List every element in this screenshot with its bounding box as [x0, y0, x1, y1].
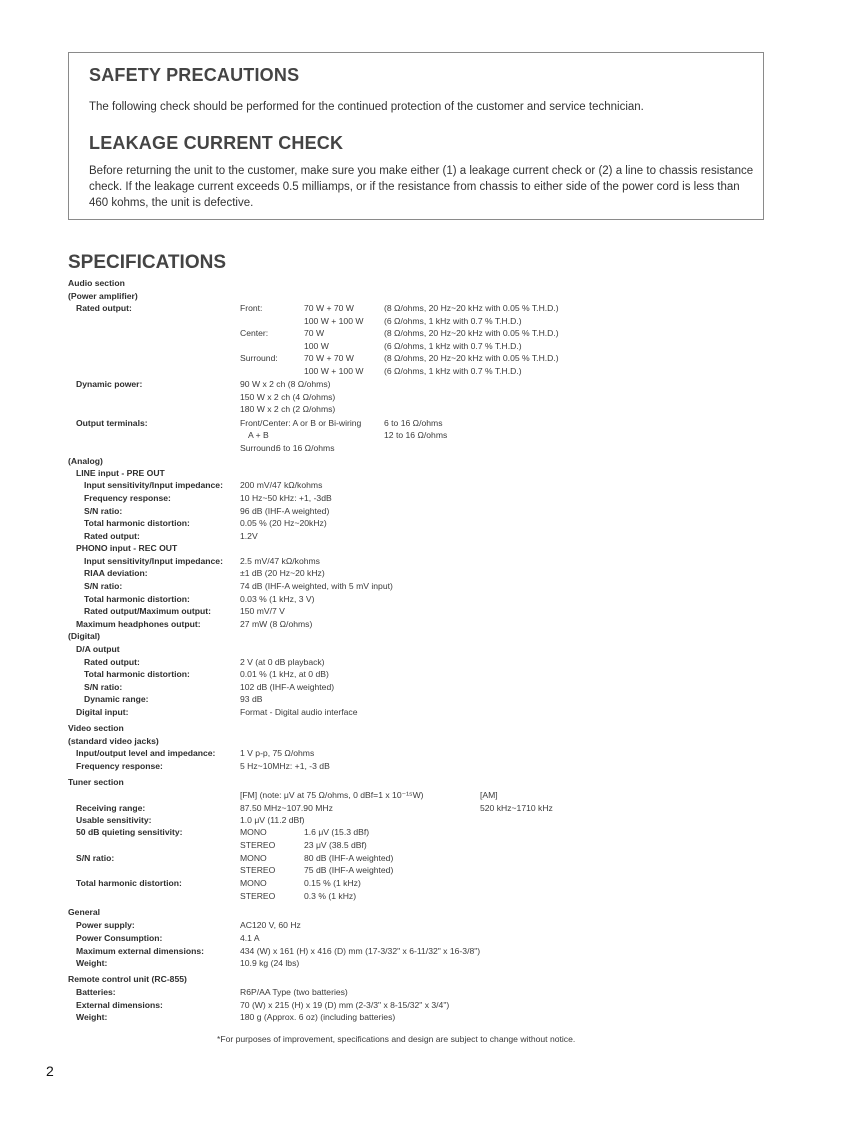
spec-label: Power Consumption:: [76, 933, 163, 943]
spec-value: MONO: [240, 827, 267, 837]
spec-label: (Analog): [68, 456, 103, 466]
spec-value: 70 W + 70 W: [304, 353, 354, 363]
spec-value: 80 dB (IHF-A weighted): [304, 853, 394, 863]
spec-label: S/N ratio:: [84, 682, 123, 692]
spec-value: 93 dB: [240, 694, 263, 704]
spec-value: Front/Center: A or B or Bi-wiring: [240, 418, 362, 428]
spec-value: (8 Ω/ohms, 20 Hz~20 kHz with 0.05 % T.H.D.): [384, 353, 559, 363]
spec-value: (6 Ω/ohms, 1 kHz with 0.7 % T.H.D.): [384, 316, 522, 326]
spec-label: Maximum external dimensions:: [76, 946, 204, 956]
spec-value: 100 W + 100 W: [304, 316, 364, 326]
spec-label: External dimensions:: [76, 1000, 163, 1010]
spec-label: Total harmonic distortion:: [84, 669, 190, 679]
spec-label: Video section: [68, 723, 124, 733]
spec-value: 180 W x 2 ch (2 Ω/ohms): [240, 404, 336, 414]
spec-value: 1.6 μV (15.3 dBf): [304, 827, 370, 837]
spec-value: 70 W + 70 W: [304, 303, 354, 313]
spec-label: Input/output level and impedance:: [76, 748, 216, 758]
spec-value: 27 mW (8 Ω/ohms): [240, 619, 313, 629]
spec-value: 0.03 % (1 kHz, 3 V): [240, 594, 315, 604]
spec-value: (8 Ω/ohms, 20 Hz~20 kHz with 0.05 % T.H.D.): [384, 328, 559, 338]
leakage-title: LEAKAGE CURRENT CHECK: [89, 133, 344, 153]
safety-title: SAFETY PRECAUTIONS: [89, 65, 300, 85]
spec-value: 102 dB (IHF-A weighted): [240, 682, 335, 692]
spec-label: Audio section: [68, 278, 125, 288]
spec-value: 2 V (at 0 dB playback): [240, 657, 325, 667]
leakage-text: Before returning the unit to the customer, make sure you make either (1) a leakage current check or (2) a line to chassis resistance check. If the leakage current exceeds 0.5 milliamps, or if the resistance from chassis to either side of the power cord is less than 460 kohms, the unit is defective.: [89, 165, 754, 209]
spec-label: LINE input - PRE OUT: [76, 468, 165, 478]
spec-label: Receiving range:: [76, 803, 146, 813]
spec-value: 4.1 A: [240, 933, 260, 943]
spec-label: General: [68, 907, 101, 917]
footnote: *For purposes of improvement, specifications and design are subject to change without notice.: [217, 1034, 576, 1044]
safety-box: [68, 52, 764, 220]
spec-value: MONO: [240, 878, 267, 888]
spec-value: 150 mV/7 V: [240, 606, 285, 616]
spec-value: 100 W + 100 W: [304, 366, 364, 376]
spec-value: 150 W x 2 ch (4 Ω/ohms): [240, 392, 336, 402]
page-number: 2: [46, 1063, 54, 1079]
specifications-title: SPECIFICATIONS: [68, 252, 226, 273]
spec-label: Power supply:: [76, 920, 135, 930]
spec-value: (8 Ω/ohms, 20 Hz~20 kHz with 0.05 % T.H.D.): [384, 303, 559, 313]
spec-label: (standard video jacks): [68, 736, 159, 746]
spec-value: Center:: [240, 328, 269, 338]
spec-label: RIAA deviation:: [84, 568, 148, 578]
spec-value: 74 dB (IHF-A weighted, with 5 mV input): [240, 581, 393, 591]
spec-value: MONO: [240, 853, 267, 863]
spec-label: S/N ratio:: [76, 853, 115, 863]
spec-value: STEREO: [240, 840, 276, 850]
spec-value: 90 W x 2 ch (8 Ω/ohms): [240, 379, 331, 389]
spec-label: Batteries:: [76, 987, 116, 997]
spec-value: 70 (W) x 215 (H) x 19 (D) mm (2-3/3" x 8-15/32" x 3/4"): [240, 1000, 450, 1010]
spec-value: 0.01 % (1 kHz, at 0 dB): [240, 669, 329, 679]
spec-value: Surround:: [240, 443, 278, 453]
spec-label: Input sensitivity/Input impedance:: [84, 556, 223, 566]
spec-value: STEREO: [240, 891, 276, 901]
spec-value: Surround:: [240, 353, 278, 363]
spec-value: 1 V p-p, 75 Ω/ohms: [240, 748, 315, 758]
spec-value: ±1 dB (20 Hz~20 kHz): [240, 568, 325, 578]
spec-value: 200 mV/47 kΩ/kohms: [240, 480, 323, 490]
spec-value: Format - Digital audio interface: [240, 707, 358, 717]
spec-label: Frequency response:: [76, 761, 163, 771]
spec-value: STEREO: [240, 865, 276, 875]
spec-value: [FM] (note: μV at 75 Ω/ohms, 0 dBf=1 x 10⁻¹⁵W): [240, 790, 424, 800]
spec-label: Input sensitivity/Input impedance:: [84, 480, 223, 490]
spec-value: 434 (W) x 161 (H) x 416 (D) mm (17-3/32" x 6-11/32" x 16-3/8"): [240, 946, 481, 956]
spec-value: 6 to 16 Ω/ohms: [276, 443, 335, 453]
spec-label: (Power amplifier): [68, 291, 138, 301]
spec-value: A + B: [248, 430, 269, 440]
spec-label: Tuner section: [68, 777, 124, 787]
spec-value: 0.3 % (1 kHz): [304, 891, 357, 901]
spec-label: S/N ratio:: [84, 581, 123, 591]
spec-value: 10.9 kg (24 lbs): [240, 958, 300, 968]
spec-value: R6P/AA Type (two batteries): [240, 987, 348, 997]
spec-label: Frequency response:: [84, 493, 171, 503]
spec-value: 75 dB (IHF-A weighted): [304, 865, 394, 875]
spec-label: Rated output:: [84, 657, 140, 667]
spec-value: 0.05 % (20 Hz~20kHz): [240, 518, 327, 528]
spec-value: 96 dB (IHF-A weighted): [240, 506, 330, 516]
spec-value: [AM]: [480, 790, 498, 800]
spec-label: Weight:: [76, 1012, 108, 1022]
spec-value: AC120 V, 60 Hz: [240, 920, 301, 930]
spec-label: Remote control unit (RC-855): [68, 974, 187, 984]
spec-label: Dynamic power:: [76, 379, 143, 389]
spec-label: Total harmonic distortion:: [84, 518, 190, 528]
spec-value: 2.5 mV/47 kΩ/kohms: [240, 556, 320, 566]
spec-value: 10 Hz~50 kHz: +1, -3dB: [240, 493, 332, 503]
spec-value: 12 to 16 Ω/ohms: [384, 430, 448, 440]
spec-value: Front:: [240, 303, 263, 313]
spec-value: 520 kHz~1710 kHz: [480, 803, 553, 813]
spec-label: Rated output:: [76, 303, 132, 313]
spec-label: D/A output: [76, 644, 120, 654]
spec-label: 50 dB quieting sensitivity:: [76, 827, 183, 837]
spec-label: Digital input:: [76, 707, 129, 717]
spec-label: Usable sensitivity:: [76, 815, 152, 825]
spec-value: 23 μV (38.5 dBf): [304, 840, 367, 850]
spec-value: 1.0 μV (11.2 dBf): [240, 815, 305, 825]
spec-value: 5 Hz~10MHz: +1, -3 dB: [240, 761, 330, 771]
spec-label: Total harmonic distortion:: [84, 594, 190, 604]
spec-label: Rated output/Maximum output:: [84, 606, 211, 616]
spec-label: Rated output:: [84, 531, 140, 541]
spec-value: 180 g (Approx. 6 oz) (including batteries): [240, 1012, 396, 1022]
spec-label: (Digital): [68, 631, 100, 641]
spec-value: 6 to 16 Ω/ohms: [384, 418, 443, 428]
spec-label: Maximum headphones output:: [76, 619, 201, 629]
spec-value: 87.50 MHz~107.90 MHz: [240, 803, 333, 813]
spec-value: (6 Ω/ohms, 1 kHz with 0.7 % T.H.D.): [384, 341, 522, 351]
safety-text: The following check should be performed for the continued protection of the customer and service technician.: [89, 101, 644, 113]
spec-value: (6 Ω/ohms, 1 kHz with 0.7 % T.H.D.): [384, 366, 522, 376]
spec-value: 70 W: [304, 328, 325, 338]
spec-value: 1.2V: [240, 531, 258, 541]
spec-label: Total harmonic distortion:: [76, 878, 182, 888]
spec-label: Weight:: [76, 958, 108, 968]
spec-label: Output terminals:: [76, 418, 148, 428]
spec-value: 0.15 % (1 kHz): [304, 878, 361, 888]
spec-label: PHONO input - REC OUT: [76, 543, 178, 553]
spec-label: S/N ratio:: [84, 506, 123, 516]
spec-value: 100 W: [304, 341, 329, 351]
spec-label: Dynamic range:: [84, 694, 149, 704]
